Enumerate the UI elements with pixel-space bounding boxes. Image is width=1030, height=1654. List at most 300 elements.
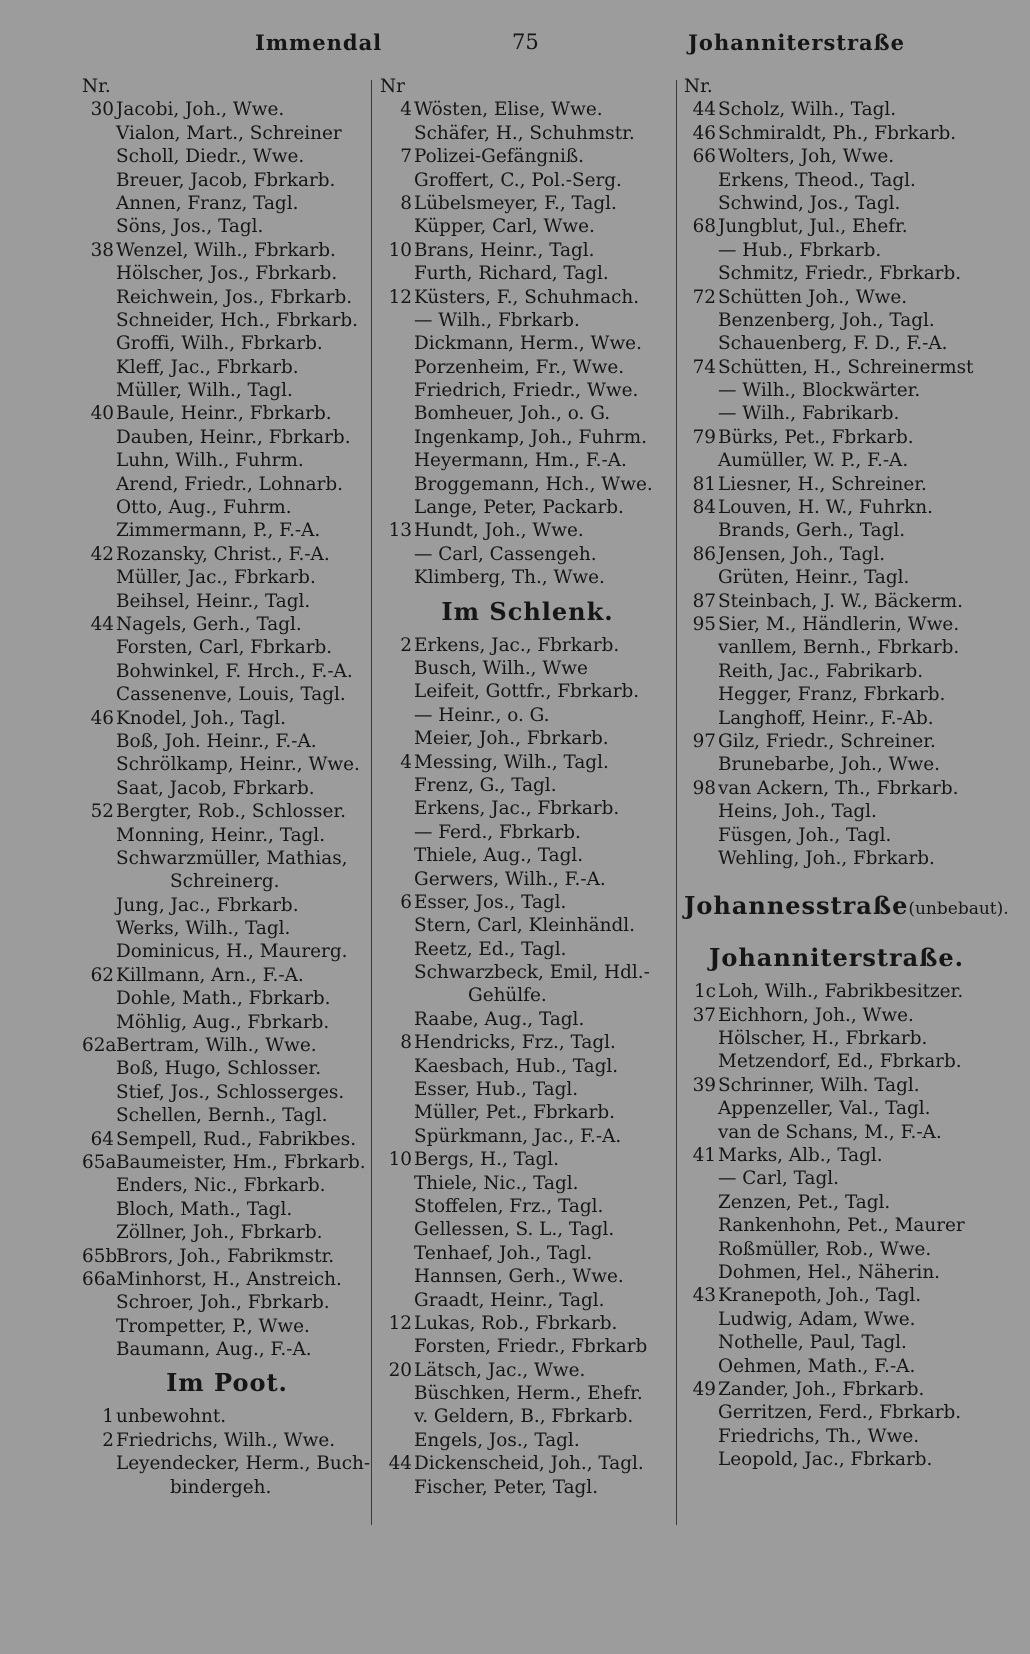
entry-row: [684, 566, 989, 589]
resident-entry: Bergs, H., Tagl.: [414, 1149, 559, 1171]
entry-row: [684, 1238, 989, 1261]
entry-row: [82, 1338, 372, 1361]
entry-row: [380, 543, 675, 566]
house-number: [82, 1081, 114, 1104]
house-number: 13: [388, 520, 412, 542]
resident-entry: Werks, Wilh., Tagl.: [116, 918, 291, 940]
entry-row: [82, 332, 372, 355]
house-number: 12: [388, 1312, 412, 1334]
resident-entry: Liesner, H., Schreiner.: [718, 473, 927, 495]
house-number: [82, 169, 114, 192]
entry-row: [684, 824, 989, 847]
entry-row: [380, 426, 675, 449]
entry-row: [684, 192, 989, 215]
house-number: [380, 262, 412, 285]
entry-row: [684, 636, 989, 659]
house-number: 12: [388, 286, 412, 308]
resident-entry: Frenz, G., Tagl.: [414, 774, 557, 796]
entry-row: [82, 215, 372, 238]
entry-row: [380, 239, 675, 262]
entry-row: [82, 1198, 372, 1221]
house-number: 43: [692, 1285, 716, 1307]
resident-entry: Reetz, Ed., Tagl.: [414, 938, 567, 960]
resident-entry: Zimmermann, P., F.-A.: [116, 520, 321, 542]
entry-row: [82, 917, 372, 940]
house-number: 49: [692, 1378, 716, 1400]
house-number: [380, 426, 412, 449]
house-number: [82, 1291, 114, 1314]
house-number: 79: [692, 426, 716, 448]
house-number: 98: [692, 777, 716, 799]
resident-entry: Baule, Heinr., Fbrkarb.: [116, 403, 332, 425]
entry-row: [684, 847, 989, 870]
resident-entry: Bohwinkel, F. Hrch., F.-A.: [116, 660, 353, 682]
house-number: 86: [692, 543, 716, 565]
resident-entry: v. Geldern, B., Fbrkarb.: [414, 1406, 634, 1428]
entry-row: [684, 1027, 989, 1050]
entry-row: [380, 145, 675, 168]
house-number: [82, 1011, 114, 1034]
entry-row: [82, 1011, 372, 1034]
resident-entry: Stoffelen, Frz., Tagl.: [414, 1195, 604, 1217]
house-number: 1: [102, 1406, 114, 1428]
resident-entry: — Ferd., Fbrkarb.: [414, 821, 581, 843]
house-number: 20: [388, 1359, 412, 1381]
entry-row: [684, 980, 989, 1003]
entry-row: [82, 964, 372, 987]
entry-row: [82, 519, 372, 542]
resident-entry: Scholl, Diedr., Wwe.: [116, 146, 305, 168]
resident-entry: Müller, Jac., Fbrkarb.: [116, 567, 316, 589]
resident-entry: Füsgen, Joh., Tagl.: [718, 824, 892, 846]
resident-entry: Küsters, F., Schuhmach.: [414, 286, 640, 308]
resident-entry: Graadt, Heinr., Tagl.: [414, 1289, 605, 1311]
resident-entry: Heins, Joh., Tagl.: [718, 801, 877, 823]
entry-row: [380, 914, 675, 937]
resident-entry: Gehülfe.: [468, 985, 547, 1007]
entry-row: [380, 169, 675, 192]
entry-row: [684, 1167, 989, 1190]
resident-entry: Wehling, Joh., Fbrkarb.: [718, 847, 935, 869]
house-number: [380, 1008, 412, 1031]
house-number: [684, 1191, 716, 1214]
house-number: 44: [90, 613, 114, 635]
resident-entry: Lätsch, Jac., Wwe.: [414, 1359, 586, 1381]
resident-entry: Zöllner, Joh., Fbrkarb.: [116, 1222, 323, 1244]
house-number: [380, 356, 412, 379]
resident-entry: Reith, Jac., Fabrikarb.: [718, 660, 924, 682]
house-number: [684, 824, 716, 847]
resident-entry: Jungblut, Jul., Ehefr.: [718, 216, 908, 238]
house-number: [684, 1308, 716, 1331]
entry-row: [684, 1448, 989, 1471]
house-number: [684, 309, 716, 332]
column-3-johanniter-entries: [684, 980, 989, 1471]
resident-entry: Schwarzmüller, Mathias,: [116, 847, 348, 869]
house-number: [380, 1289, 412, 1312]
resident-entry: Louven, H. W., Fuhrkn.: [718, 497, 933, 519]
resident-entry: Luhn, Wilh., Fuhrm.: [116, 450, 304, 472]
resident-entry: Appenzeller, Val., Tagl.: [718, 1098, 931, 1120]
entry-row: [82, 98, 372, 121]
entry-row: [380, 1335, 675, 1358]
entry-row: [684, 1355, 989, 1378]
house-number: 74: [692, 356, 716, 378]
column-2: [380, 75, 675, 1499]
house-number: 38: [90, 239, 114, 261]
entry-row: [82, 730, 372, 753]
entry-row: [684, 379, 989, 402]
house-number: 2: [400, 634, 412, 656]
resident-entry: Polizei-Gefängniß.: [414, 146, 584, 168]
resident-entry: Schellen, Bernh., Tagl.: [116, 1105, 328, 1127]
entry-row: [684, 777, 989, 800]
entry-row: [380, 122, 675, 145]
resident-entry: Boß, Joh. Heinr., F.-A.: [116, 730, 317, 752]
resident-entry: Nothelle, Paul, Tagl.: [718, 1332, 907, 1354]
entry-row: [380, 1078, 675, 1101]
house-number: 6: [400, 891, 412, 913]
house-number: [380, 657, 412, 680]
entry-row: [82, 1476, 372, 1499]
house-number: [82, 286, 114, 309]
resident-entry: Scholz, Wilh., Tagl.: [718, 99, 897, 121]
resident-entry: Rankenhohn, Pet., Maurer: [718, 1215, 965, 1237]
resident-entry: Tenhaef, Joh., Tagl.: [414, 1242, 593, 1264]
entry-row: [684, 543, 989, 566]
resident-entry: Gerritzen, Ferd., Fbrkarb.: [718, 1402, 962, 1424]
house-number: [82, 683, 114, 706]
house-number: 65b: [82, 1245, 118, 1267]
resident-entry: Arend, Friedr., Lohnarb.: [116, 473, 344, 495]
house-number: [82, 426, 114, 449]
house-number: [684, 1027, 716, 1050]
house-number: 10: [388, 239, 412, 261]
resident-entry: Büschken, Herm., Ehefr.: [414, 1383, 643, 1405]
house-number: 66a: [82, 1268, 117, 1290]
entry-row: [82, 239, 372, 262]
resident-entry: Friedrich, Friedr., Wwe.: [414, 380, 639, 402]
entry-row: [684, 1097, 989, 1120]
house-number: [82, 215, 114, 238]
house-number: 1c: [693, 981, 716, 1003]
house-number: 4: [400, 751, 412, 773]
resident-entry: Wenzel, Wilh., Fbrkarb.: [116, 239, 336, 261]
house-number: [82, 940, 114, 963]
resident-entry: Zenzen, Pet., Tagl.: [718, 1191, 891, 1213]
house-number: [380, 1101, 412, 1124]
house-number: [684, 402, 716, 425]
house-number: [380, 961, 412, 984]
house-number: [684, 1121, 716, 1144]
entry-row: [684, 730, 989, 753]
house-number: 8: [400, 192, 412, 214]
house-number: 97: [692, 730, 716, 752]
house-number: [380, 1218, 412, 1241]
entry-row: [380, 1101, 675, 1124]
house-number: 95: [692, 613, 716, 635]
resident-entry: Hundt, Joh., Wwe.: [414, 520, 584, 542]
house-number: [684, 660, 716, 683]
entry-row: [684, 1191, 989, 1214]
resident-entry: Monning, Heinr., Tagl.: [116, 824, 326, 846]
entry-row: [380, 1242, 675, 1265]
column-1-entries: [82, 98, 372, 1361]
resident-entry: Cassenenve, Louis, Tagl.: [116, 684, 346, 706]
entry-row: [684, 590, 989, 613]
entry-row: [684, 122, 989, 145]
entry-row: [82, 613, 372, 636]
resident-entry: — Carl, Cassengeh.: [414, 543, 597, 565]
entry-row: [684, 1308, 989, 1331]
house-number: [684, 262, 716, 285]
house-number: [82, 473, 114, 496]
entry-row: [82, 449, 372, 472]
entry-row: [82, 426, 372, 449]
resident-entry: Schütten, H., Schreinermst: [718, 356, 974, 378]
house-number: [82, 1338, 114, 1361]
entry-row: [82, 1128, 372, 1151]
house-number: [82, 870, 114, 893]
entry-row: [380, 704, 675, 727]
entry-row: [684, 519, 989, 542]
entry-row: [82, 145, 372, 168]
house-number: [380, 122, 412, 145]
resident-entry: Brans, Heinr., Tagl.: [414, 239, 595, 261]
resident-entry: Bürks, Pet., Fbrkarb.: [718, 426, 914, 448]
entry-row: [684, 1144, 989, 1167]
resident-entry: Messing, Wilh., Tagl.: [414, 751, 609, 773]
entry-row: [684, 262, 989, 285]
resident-entry: Killmann, Arn., F.-A.: [116, 964, 304, 986]
house-number: [684, 1448, 716, 1471]
entry-row: [380, 634, 675, 657]
column-2-schlenk-entries: [380, 634, 675, 1499]
resident-entry: Hölscher, H., Fbrkarb.: [718, 1028, 928, 1050]
entry-row: [82, 1151, 372, 1174]
house-number: [684, 1214, 716, 1237]
entry-row: [380, 1405, 675, 1428]
resident-entry: Leyendecker, Herm., Buch-: [116, 1453, 371, 1475]
resident-entry: Raabe, Aug., Tagl.: [414, 1008, 585, 1030]
house-number: 65a: [82, 1151, 117, 1173]
column-3-entries: [684, 98, 989, 870]
house-number: [380, 1078, 412, 1101]
entry-row: [684, 356, 989, 379]
house-number: [82, 449, 114, 472]
page-header: [0, 30, 1030, 70]
house-number: [82, 122, 114, 145]
entry-row: [380, 1359, 675, 1382]
resident-entry: Dauben, Heinr., Fbrkarb.: [116, 426, 351, 448]
resident-entry: Ingenkamp, Joh., Fuhrm.: [414, 426, 647, 448]
resident-entry: Ludwig, Adam, Wwe.: [718, 1308, 916, 1330]
entry-row: [380, 1148, 675, 1171]
resident-entry: Grüten, Heinr., Tagl.: [718, 567, 910, 589]
entry-row: [380, 891, 675, 914]
entry-row: [684, 98, 989, 121]
house-number: 66: [692, 146, 716, 168]
column-3: [684, 75, 1009, 1471]
entry-row: [82, 1452, 372, 1475]
johannesstrasse-title: Johannesstraße: [684, 891, 909, 921]
house-number: [82, 356, 114, 379]
entry-row: [380, 680, 675, 703]
entry-row: [380, 1125, 675, 1148]
resident-entry: Zander, Joh., Fbrkarb.: [718, 1378, 925, 1400]
house-number: 40: [90, 403, 114, 425]
house-number: 62: [90, 964, 114, 986]
entry-row: [82, 122, 372, 145]
entry-row: [684, 707, 989, 730]
resident-entry: Söns, Jos., Tagl.: [116, 216, 264, 238]
entry-row: [684, 1214, 989, 1237]
entry-row: [82, 753, 372, 776]
resident-entry: Lange, Peter, Packarb.: [414, 497, 624, 519]
resident-entry: Aumüller, W. P., F.-A.: [718, 450, 909, 472]
house-number: [380, 566, 412, 589]
resident-entry: Groffert, C., Pol.-Serg.: [414, 169, 622, 191]
house-number: [684, 683, 716, 706]
entry-row: [380, 286, 675, 309]
entry-row: [684, 473, 989, 496]
resident-entry: Küpper, Carl, Wwe.: [414, 216, 595, 238]
resident-entry: Schneider, Hch., Fbrkarb.: [116, 309, 359, 331]
resident-entry: Lübelsmeyer, F., Tagl.: [414, 192, 617, 214]
resident-entry: — Carl, Tagl.: [718, 1168, 839, 1190]
resident-entry: Fischer, Peter, Tagl.: [414, 1476, 599, 1498]
resident-entry: Engels, Jos., Tagl.: [414, 1429, 580, 1451]
resident-entry: Esser, Hub., Tagl.: [414, 1079, 579, 1101]
house-number: [380, 938, 412, 961]
entry-row: [380, 657, 675, 680]
resident-entry: Langhoff, Heinr., F.-Ab.: [718, 707, 934, 729]
entry-row: [380, 868, 675, 891]
entry-row: [684, 215, 989, 238]
entry-row: [82, 169, 372, 192]
section-title-im-poot: Im Poot.: [166, 1368, 288, 1398]
house-number: [380, 496, 412, 519]
house-number: [684, 449, 716, 472]
entry-row: [82, 683, 372, 706]
entry-row: [684, 800, 989, 823]
page-number: 75: [512, 30, 539, 54]
entry-row: [380, 984, 675, 1007]
house-number: [684, 1097, 716, 1120]
house-number: 10: [388, 1149, 412, 1171]
column-3-number-label: Nr.: [684, 76, 713, 97]
resident-entry: Steinbach, J. W., Bäckerm.: [718, 590, 963, 612]
house-number: [684, 753, 716, 776]
resident-entry: Metzendorf, Ed., Fbrkarb.: [718, 1051, 962, 1073]
resident-entry: Schreinerg.: [170, 871, 280, 893]
resident-entry: Spürkmann, Jac., F.-A.: [414, 1125, 622, 1147]
house-number: [380, 1335, 412, 1358]
entry-row: [82, 636, 372, 659]
entry-row: [684, 660, 989, 683]
entry-row: [380, 402, 675, 425]
resident-entry: Busch, Wilh., Wwe: [414, 657, 588, 679]
entry-row: [380, 1265, 675, 1288]
resident-entry: Annen, Franz, Tagl.: [116, 192, 299, 214]
house-number: [380, 1476, 412, 1499]
resident-entry: Gellessen, S. L., Tagl.: [414, 1219, 615, 1241]
entry-row: [380, 844, 675, 867]
entry-row: [380, 1031, 675, 1054]
entry-row: [82, 309, 372, 332]
entry-row: [82, 1245, 372, 1268]
entry-row: [684, 239, 989, 262]
entry-row: [82, 543, 372, 566]
entry-row: [82, 379, 372, 402]
entry-row: [82, 356, 372, 379]
house-number: [684, 379, 716, 402]
entry-row: [380, 1195, 675, 1218]
resident-entry: Saat, Jacob, Fbrkarb.: [116, 777, 315, 799]
house-number: [380, 379, 412, 402]
house-number: 72: [692, 286, 716, 308]
house-number: 42: [90, 543, 114, 565]
entry-row: [82, 1221, 372, 1244]
resident-entry: Furth, Richard, Tagl.: [414, 263, 609, 285]
resident-entry: Bertram, Wilh., Wwe.: [116, 1035, 317, 1057]
resident-entry: Baumeister, Hm., Fbrkarb.: [116, 1151, 366, 1173]
house-number: [380, 473, 412, 496]
resident-entry: Schmitz, Friedr., Fbrkarb.: [718, 263, 962, 285]
house-number: [684, 1167, 716, 1190]
entry-row: [380, 192, 675, 215]
resident-entry: Eichhorn, Joh., Wwe.: [718, 1004, 914, 1026]
resident-entry: Erkens, Theod., Tagl.: [718, 169, 916, 191]
entry-row: [82, 777, 372, 800]
column-1: [82, 75, 372, 1499]
house-number: [380, 402, 412, 425]
house-number: [380, 543, 412, 566]
house-number: [684, 519, 716, 542]
resident-entry: Beihsel, Heinr., Tagl.: [116, 590, 311, 612]
resident-entry: Gilz, Friedr., Schreiner.: [718, 730, 936, 752]
house-number: 39: [692, 1074, 716, 1096]
resident-entry: Müller, Wilh., Tagl.: [116, 380, 293, 402]
house-number: [82, 777, 114, 800]
entry-row: [380, 1452, 675, 1475]
house-number: 2: [102, 1429, 114, 1451]
house-number: [82, 519, 114, 542]
entry-row: [82, 1268, 372, 1291]
entry-row: [380, 797, 675, 820]
house-number: [82, 332, 114, 355]
resident-entry: Trompetter, P., Wwe.: [116, 1315, 310, 1337]
entry-row: [82, 707, 372, 730]
entry-row: [82, 192, 372, 215]
resident-entry: Boß, Hugo, Schlosser.: [116, 1058, 322, 1080]
entry-row: [82, 1429, 372, 1452]
entry-row: [380, 215, 675, 238]
entry-row: [684, 1425, 989, 1448]
house-number: [82, 590, 114, 613]
house-number: [82, 1198, 114, 1221]
entry-row: [82, 1291, 372, 1314]
house-number: [380, 215, 412, 238]
resident-entry: Heyermann, Hm., F.-A.: [414, 450, 627, 472]
house-number: [82, 379, 114, 402]
resident-entry: Hegger, Franz, Fbrkarb.: [718, 684, 946, 706]
resident-entry: Dominicus, H., Maurerg.: [116, 941, 348, 963]
entry-row: [380, 1008, 675, 1031]
entry-row: [684, 683, 989, 706]
house-number: [82, 1174, 114, 1197]
resident-entry: Hannsen, Gerh., Wwe.: [414, 1266, 624, 1288]
